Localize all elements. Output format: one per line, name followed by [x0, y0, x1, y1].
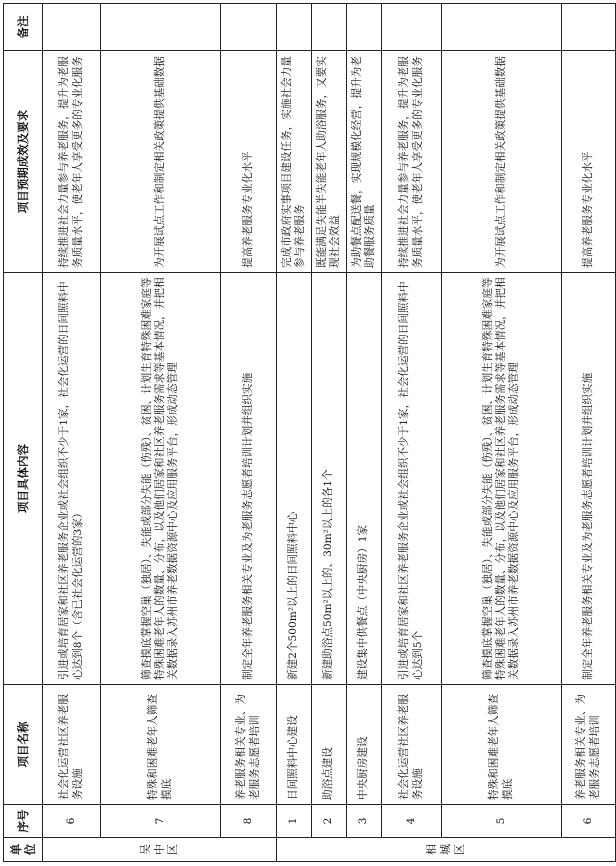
- cell-no: 7: [101, 805, 221, 838]
- cell-note: [101, 4, 221, 51]
- table-row: [221, 4, 277, 862]
- cell-effect: 为助餐点配送餐，实现规模化经营，提升为老助餐服务质量: [347, 51, 382, 273]
- project-table: [3, 3, 616, 862]
- cell-effect: 完成市政府实事项目建设任务，实施社会力量参与养老服务: [277, 51, 312, 273]
- header-unit: 单位: [4, 838, 43, 862]
- cell-content: 新建2个500m²以上的日间照料中心: [277, 273, 312, 685]
- cell-no: 1: [277, 805, 312, 838]
- table-row: [101, 4, 221, 862]
- header-effect: 项目预期成效及要求: [4, 51, 43, 273]
- cell-content: 筛查摸底掌握空巢（独居）、失能或部分失能（伤残）、贫困、计划生育特殊困难家庭等特殊困难老年人的数量、分布，以及他们居家和社区养老服务需求等基本情况，并把相关数据录入苏州市养老数据资源中心及应用服务平台，形成动态管理: [442, 273, 562, 685]
- cell-content: 引进或培育居家和社区养老服务企业或社会组织不少于1家，社会化运营的日间照料中心达到8个（含已社会化运营的3家）: [43, 273, 101, 685]
- cell-name: 养老服务相关专业、为老服务志愿者培训: [562, 685, 616, 805]
- table-row: [442, 4, 562, 862]
- table-row: [277, 4, 312, 862]
- cell-note: [442, 4, 562, 51]
- cell-effect: 提高养老服务专业化水平: [562, 51, 616, 273]
- cell-effect: 提高养老服务专业化水平: [221, 51, 277, 273]
- cell-no: 5: [442, 805, 562, 838]
- header-no: 序号: [4, 805, 43, 838]
- table-row: [562, 4, 616, 862]
- cell-note: [347, 4, 382, 51]
- cell-content: 筛查摸底掌握空巢（独居）、失能或部分失能（伤残）、贫困、计划生育特殊困难家庭等特殊困难老年人的数量、分布，以及他们居家和社区养老服务需求等基本情况，并把相关数据录入苏州市养老数据资源中心及应用服务平台，形成动态管理: [101, 273, 221, 685]
- cell-note: [382, 4, 442, 51]
- cell-effect: 持续推进社会力量参与养老服务，提升为老服务质量水平，使老年人享受更多的专业化服务: [382, 51, 442, 273]
- cell-name: 中央厨房建设: [347, 685, 382, 805]
- cell-name: 社会化运营社区养老服务设施: [382, 685, 442, 805]
- cell-name: 特殊和困难老年人筛查摸底: [101, 685, 221, 805]
- cell-note: [312, 4, 347, 51]
- cell-name: 助浴点建设: [312, 685, 347, 805]
- cell-content: 新建助浴点50m²以上的、30m²以上的各1个: [312, 273, 347, 685]
- cell-note: [43, 4, 101, 51]
- cell-name: 社会化运营社区养老服务设施: [43, 685, 101, 805]
- cell-content: 制定全年养老服务相关专业及为老服务志愿者培训计划并组织实施: [562, 273, 616, 685]
- cell-name: 日间照料中心建设: [277, 685, 312, 805]
- table-row: [347, 4, 382, 862]
- cell-note: [277, 4, 312, 51]
- cell-no: 6: [562, 805, 616, 838]
- cell-content: 制定全年养老服务相关专业及为老服务志愿者培训计划并组织实施: [221, 273, 277, 685]
- cell-effect: 既能满足失能半失能老年人助浴服务，又要实现社会效益: [312, 51, 347, 273]
- cell-note: [562, 4, 616, 51]
- cell-no: 8: [221, 805, 277, 838]
- cell-content: 引进或培育居家和社区养老服务企业或社会组织不少于1家，社会化运营的日间照料中心达到5个: [382, 273, 442, 685]
- cell-name: 特殊和困难老年人筛查摸底: [442, 685, 562, 805]
- table-body: [43, 4, 616, 862]
- header-content: 项目具体内容: [4, 273, 43, 685]
- cell-effect: 持续推进社会力量参与养老服务，提升为老服务质量水平，使老年人享受更多的专业化服务: [43, 51, 101, 273]
- cell-no: 4: [382, 805, 442, 838]
- table-row: [382, 4, 442, 862]
- cell-content: 建设集中供餐点（中央厨房）1家: [347, 273, 382, 685]
- cell-no: 6: [43, 805, 101, 838]
- cell-name: 养老服务相关专业、为老服务志愿者培训: [221, 685, 277, 805]
- cell-note: [221, 4, 277, 51]
- header-row: [4, 4, 43, 862]
- header-name: 项目名称: [4, 685, 43, 805]
- cell-no: 2: [312, 805, 347, 838]
- cell-effect: 为开展试点工作和制定相关政策提供基础数据: [101, 51, 221, 273]
- table-row: [43, 4, 101, 862]
- cell-unit: 吴中区: [43, 838, 277, 862]
- cell-unit: 相城区: [277, 838, 616, 862]
- cell-no: 3: [347, 805, 382, 838]
- table-row: [312, 4, 347, 862]
- header-note: 备注: [4, 4, 43, 51]
- cell-effect: 为开展试点工作和制定相关政策提供基础数据: [442, 51, 562, 273]
